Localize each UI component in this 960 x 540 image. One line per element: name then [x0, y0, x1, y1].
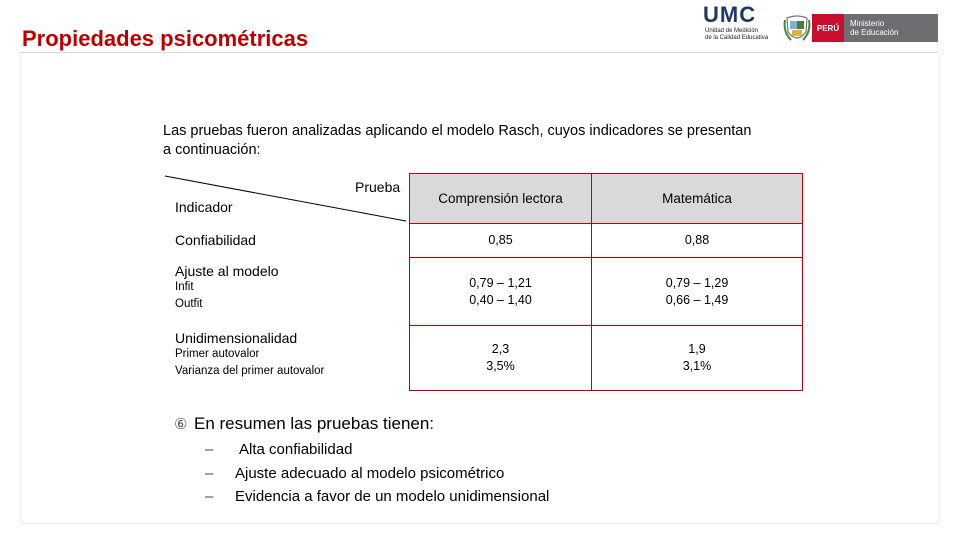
circled-6-icon: ⑥ [174, 416, 188, 433]
row-label-main: Ajuste al modelo [175, 263, 279, 279]
dash-icon: – [205, 488, 214, 505]
cell-value: 3,5% [486, 359, 515, 373]
row-label-main: Unidimensionalidad [175, 330, 298, 346]
summary-line [174, 414, 434, 434]
umc-logo-text: UMC [703, 2, 757, 27]
row-sublabel: Infit [175, 281, 194, 293]
table-cell [591, 325, 803, 391]
list-item-text: Ajuste adecuado al modelo psicométrico [235, 464, 505, 482]
table-cell [409, 257, 592, 326]
cell-value: 0,40 – 1,40 [469, 292, 532, 307]
umc-logo [703, 2, 769, 52]
corner-label-indicador: Indicador [175, 199, 233, 215]
ministerio-line: de Educación [850, 28, 899, 37]
table-cell: 0,85 [409, 223, 592, 258]
dash-icon: – [205, 464, 214, 482]
row-sublabel: Outfit [175, 298, 203, 310]
header-bar [0, 0, 960, 56]
cell-value: 0,79 – 1,21 [469, 275, 532, 290]
table-cell [591, 257, 803, 326]
table-corner-header [163, 173, 409, 223]
cell-value: 1,9 [688, 342, 706, 356]
row-sublabel: Primer autovalor [175, 348, 260, 360]
umc-logo-subtitle [705, 28, 767, 42]
dash-icon: – [205, 441, 214, 458]
column-header-comprension: Comprensión lectora [409, 173, 592, 224]
row-label-ajuste [175, 263, 279, 313]
cell-value: 2,3 [491, 342, 510, 356]
row-sublabel: Varianza del primer autovalor [175, 365, 325, 377]
intro-paragraph: Las pruebas fueron analizadas aplicando el modelo Rasch, cuyos indicadores se presentan a continuación: [163, 123, 752, 158]
row-label-unidimensionalidad [175, 330, 324, 380]
umc-sub-line: de la Calidad Educativa [705, 35, 769, 41]
umc-sub-line: Unidad de Medición [705, 28, 759, 34]
ministerio-line: Ministerio [850, 19, 885, 28]
corner-label-prueba: Prueba [355, 179, 401, 195]
list-item-text: Evidencia a favor de un modelo unidimensional [235, 488, 550, 505]
coat-of-arms-icon [783, 12, 811, 46]
indicators-table [163, 173, 803, 391]
summary-text: En resumen las pruebas tienen: [194, 414, 435, 433]
cell-value: 0,79 – 1,29 [665, 275, 729, 290]
table-cell [409, 325, 592, 391]
ministerio-logo [844, 14, 938, 42]
table-cell: 0,88 [591, 223, 803, 258]
cell-value: 3,1% [682, 359, 712, 373]
column-header-matematica: Matemática [591, 173, 803, 224]
list-item-text: Alta confiabilidad [239, 441, 353, 458]
cell-value: 0,66 – 1,49 [665, 292, 729, 307]
row-label-confiabilidad: Confiabilidad [175, 232, 256, 248]
peru-logo: PERÚ [812, 14, 844, 42]
page-title: Propiedades psicométricas [22, 26, 309, 51]
